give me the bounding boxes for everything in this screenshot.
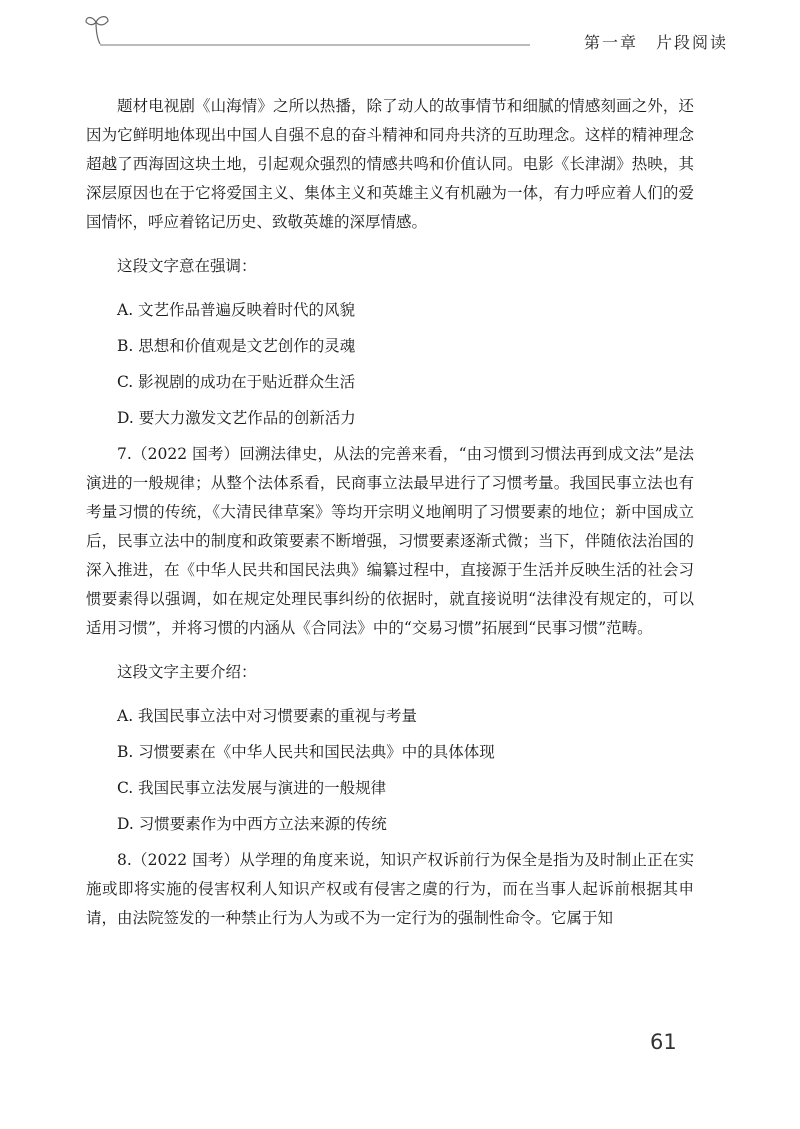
option-a: A. 文艺作品普遍反映着时代的风貌 <box>117 301 356 319</box>
page-header <box>0 0 800 70</box>
option-d: D. 习惯要素作为中西方立法来源的传统 <box>117 815 387 833</box>
option-b: B. 思想和价值观是文艺创作的灵魂 <box>117 337 356 355</box>
leaf-ornament-icon <box>86 17 108 44</box>
section-name: 片段阅读 <box>655 33 728 52</box>
option-d: D. 要大力激发文艺作品的创新活力 <box>117 409 356 427</box>
page-number: 61 <box>650 1030 677 1054</box>
option-c: C. 影视剧的成功在于贴近群众生活 <box>117 373 356 391</box>
option-c: C. 我国民事立法发展与演进的一般规律 <box>117 779 387 797</box>
question-7: 7.（2022 国考）回溯法律史，从法的完善来看，“由习惯到习惯法再到成文法”是法演进的一般规律；从整个法体系看，民商事立法最早进行了习惯考量。我国民事立法也有考量习惯的传统，《大清民律草案》等均开宗明义地阐明了习惯要素的地位；新中国成立后，民事立法中的制度和政策要素不断增强，习惯要素逐渐式微；当下，伴随依法治国的深入推进，在《中华人民共和国民法典》编纂过程中，直接源于生活并反映生活的社会习惯要素得以强调，如在规定处理民事纠纷的依据时，就直接说明“法律没有规定的，可以适用习惯”，并将习惯的内涵从《合同法》中的“交易习惯”拓展到“民事习惯”范畴。 <box>86 445 694 637</box>
chapter-number: 第一章 <box>583 33 638 52</box>
option-a: A. 我国民事立法中对习惯要素的重视与考量 <box>117 707 418 725</box>
option-b: B. 习惯要素在《中华人民共和国民法典》中的具体体现 <box>117 743 495 761</box>
question-8: 8.（2022 国考）从学理的角度来说，知识产权诉前行为保全是指为及时制止正在实施或即将实施的侵害权利人知识产权或有侵害之虞的行为，而在当事人起诉前根据其申请，由法院签发的一种禁止行为人为或不为一定行为的强制性命令。它属于知 <box>86 851 694 927</box>
question-prompt: 这段文字意在强调： <box>117 257 257 275</box>
chapter-title <box>576 30 728 53</box>
question-prompt: 这段文字主要介绍： <box>117 663 257 681</box>
paragraph: 题材电视剧《山海情》之所以热播，除了动人的故事情节和细腻的情感刻画之外，还因为它鲜明地体现出中国人自强不息的奋斗精神和同舟共济的互助理念。这样的精神理念超越了西海固这块土地，引起观众强烈的情感共鸣和价值认同。电影《长津湖》热映，其深层原因也在于它将爱国主义、集体主义和英雄主义有机融为一体，有力呼应着人们的爱国情怀，呼应着铭记历史、致敬英雄的深厚情感。 <box>86 97 694 231</box>
page-body <box>86 92 694 948</box>
